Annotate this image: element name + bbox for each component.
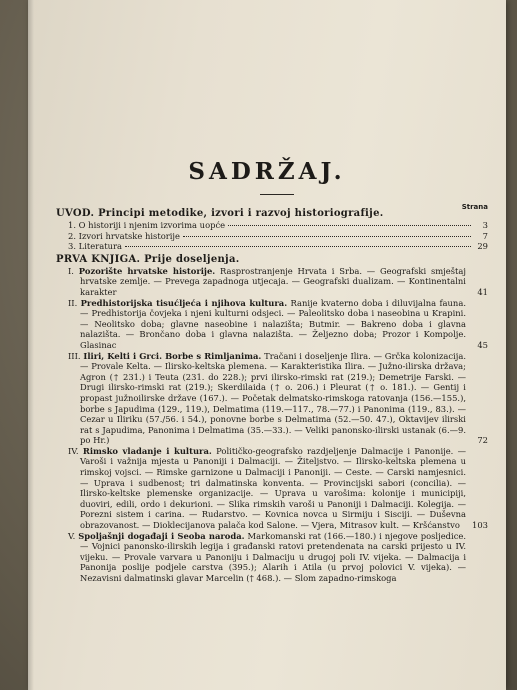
entry-text: Političko-geografsko razdjeljenje Dalmacije i Panonije. — Varoši i važnija mjesta u Panoniji i Dalmaciji. — Žiteljstvo. — Ilirsko-keltska plemena u rimskoj vojsci. — Rimske garnizone u Dalmaciji i Panoniji. — Ceste. — Carski namjesnici. — Uprava i sudbenost; tri dalmatinska konventa. — Provincijski sabori (concilia). — Ilirsko-keltske plemenske organizacije. — Uprava u varošima: kolonije i municipiji, duoviri, edili, ordo i dekurioni. — Slika rimskih varoši u Panoniji i Dalmaciji. Kolegija. — Porezni sistem i carina. — Rudarstvo. — Kovnica novca u Sirmiju i Sisciji. — Duševna obrazovanost. — Dioklecijanova palača kod Salone. — Vjera, Mitrasov kult. — Kršćanstvo	[80, 445, 467, 531]
dot-leader	[228, 224, 471, 226]
page-gutter-shadow	[28, 0, 34, 690]
entry-page: 103	[472, 520, 488, 531]
toc-row-page: 7	[482, 230, 488, 241]
entry-heading: Spoljašnji događaji i Seoba naroda.	[78, 530, 245, 541]
toc-row	[56, 220, 488, 231]
entry-text: Ranije kvaterno doba i diluvijalna fauna. — Predhistorija čovjeka i njeni kulturni odsjeci. — Paleolitsko doba i naseobina u Krapini. — Neolitsko doba; glavne naseobine i nalazišta; Butmir. — Bakreno doba i glavna nalazišta. — Brončano doba i glavna nalazišta. — Željezno doba; Prozor i Kompolje. Glasinac	[80, 297, 466, 350]
dot-leader	[183, 235, 471, 237]
toc-entry	[56, 351, 488, 446]
entry-text: Tračani i doseljenje Ilira. — Grčka kolonizacija. — Provale Kelta. — Ilirsko-keltska plemena. — Karakteristika Ilira. — Južno-ilirska država; Agron († 231.) i Teuta (231. do 228.); prvi ilirsko-rimski rat (219.); Demetrije Farski. — Drugi ilirsko-rimski rat (219.); Skerdilaida († o. 206.) i Pleurat († o. 181.). — Gentij i propast južnoilirske države (167.). — Početak delmatsko-rimskoga ratovanja (156.—155.), borbe s Japudima (129., 119.), Delmatima (119.—117., 78.—77.) i Panonima (119., 83.). — Cezar u Iliriku (57./56. i 54.), ponovne borbe s Delmatima (52.—50. 47.), Oktavijev ilirski rat s Japudima, Panonima i Delmatima (35.—33.). — Veliki panonsko-ilirski ustanak (6.—9. po Hr.)	[80, 350, 466, 446]
toc-entry	[56, 531, 488, 584]
toc-row-label: 3. Literatura	[68, 241, 122, 252]
entry-text: Rasprostranjenje Hrvata i Srba. — Geografski smještaj hrvatske zemlje. — Prevega zapadnoga utjecaja. — Geografski dualizam. — Kontinentalni karakter	[80, 265, 466, 297]
entry-number: II.	[68, 297, 78, 308]
entry-number: III.	[68, 350, 81, 361]
toc-row	[56, 231, 488, 242]
entry-heading: Rimsko vladanje i kultura.	[82, 445, 212, 456]
toc-row-page: 3	[482, 220, 488, 230]
book-page	[28, 0, 506, 690]
section-heading-uvod: UVOD. Principi metodike, izvori i razvoj historiografije.	[56, 208, 384, 219]
entry-heading: Predhistorijska tisućljeća i njihova kultura.	[80, 297, 288, 308]
entry-heading: Iliri, Kelti i Grci. Borbe s Rimljanima.	[83, 350, 262, 361]
toc-row-label: 1. O historiji i njenim izvorima uopće	[68, 220, 226, 230]
entry-number: IV.	[68, 445, 79, 456]
entry-text: Markomanski rat (166.—180.) i njegove posljedice. — Vojnici panonsko-ilirskih legija i građanski ratovi pretendenata na carski prijesto u IV. vijeku. — Provale varvara u Panoniju i Dalmaciju u drugoj poli IV. vijeka. — Dalmacija i Panonija poslije podjele carstva (395.); Alarih i Atila (u prvoj polovici V. vijeka). — Nezavisni dalmatinski glavar Marcelin († 468.). — Slom zapadno-rimskoga	[80, 530, 466, 583]
entry-page: 41	[477, 286, 488, 297]
section-heading-prva-knjiga: PRVA KNJIGA. Prije doseljenja.	[56, 253, 240, 265]
title-rule	[260, 194, 294, 195]
page-column-label: Strana	[461, 203, 488, 211]
toc-row	[56, 241, 488, 252]
toc-entry	[56, 266, 488, 298]
toc-entry	[56, 298, 488, 351]
dot-leader	[125, 245, 471, 247]
page-title: SADRŽAJ.	[188, 158, 346, 185]
toc-row-page: 29	[477, 241, 488, 252]
toc-entry	[56, 446, 488, 531]
entry-number: V.	[68, 530, 76, 541]
entry-number: I.	[68, 265, 74, 276]
toc-row-label: 2. Izvori hrvatske historije	[68, 230, 180, 241]
entry-page: 72	[477, 435, 488, 446]
table-of-contents	[56, 208, 488, 584]
entry-page: 45	[477, 339, 488, 350]
entry-heading: Pozorište hrvatske historije.	[78, 265, 216, 276]
